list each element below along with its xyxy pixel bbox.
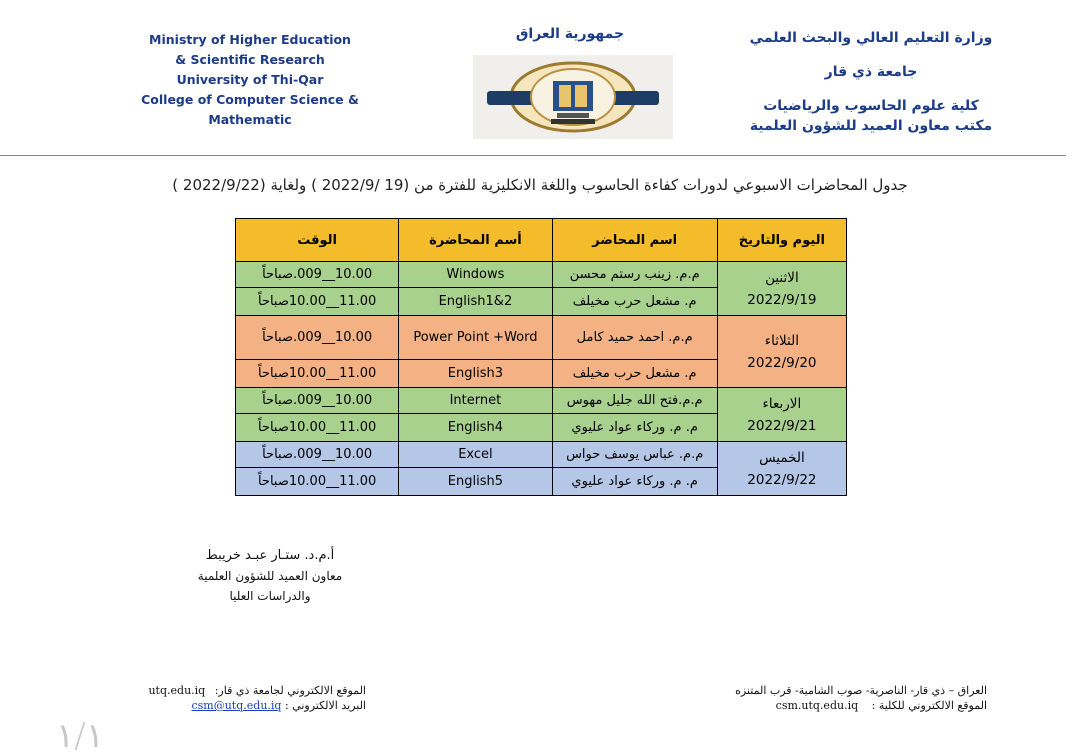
en-header-line: University of Thi-Qar — [176, 72, 324, 87]
table-row — [236, 442, 847, 468]
subject-cell: English5 — [399, 468, 552, 496]
lecturer-cell: م.م. زينب رستم محسن — [552, 262, 717, 288]
page-number: ١/١ — [56, 716, 104, 756]
day-date: 2022/9/20 — [747, 354, 817, 371]
day-date: 2022/9/22 — [747, 471, 817, 488]
ministry-arabic: وزارة التعليم العالي والبحث العلمي — [749, 30, 993, 46]
time-cell: 11.00__10.00صباحاً — [236, 414, 399, 442]
table-row — [236, 316, 847, 360]
lecturer-cell: م. م. وركاء عواد عليوي — [552, 414, 717, 442]
subject-cell: English1&2 — [399, 288, 552, 316]
signature-block — [150, 546, 390, 606]
header-lecturer: اسم المحاضر — [552, 219, 717, 262]
subject-cell: Windows — [399, 262, 552, 288]
college-logo-icon — [473, 55, 673, 139]
republic-of-iraq: جمهورية العراق — [515, 26, 625, 42]
day-cell — [717, 262, 846, 316]
day-name: الخميس — [759, 449, 805, 466]
subject-cell: English3 — [399, 360, 552, 388]
time-cell: 10.00__009.صباحاً — [236, 442, 399, 468]
lecturer-cell: م. مشعل حرب مخيلف — [552, 360, 717, 388]
time-cell: 11.00__10.00صباحاً — [236, 360, 399, 388]
lecturer-cell: م.م.فتح الله جليل مهوس — [552, 388, 717, 414]
signatory-name: أ.م.د. ستـار عبـد خريبط — [205, 548, 335, 563]
time-cell: 11.00__10.00صباحاً — [236, 288, 399, 316]
day-name: الاربعاء — [762, 395, 802, 412]
day-date: 2022/9/19 — [747, 291, 817, 308]
subject-cell: Internet — [399, 388, 552, 414]
day-date: 2022/9/21 — [747, 417, 817, 434]
table-row — [236, 262, 847, 288]
schedule-title: جدول المحاضرات الاسبوعي لدورات كفاءة الحاسوب واللغة الانكليزية للفترة من (19 /2022/9 ) ولغاية (2022/9/22 ) — [172, 176, 908, 194]
lecturer-cell: م.م. عباس يوسف حواس — [552, 442, 717, 468]
college-logo — [473, 55, 673, 139]
day-name: الثلاثاء — [764, 332, 799, 349]
en-header-line: College of Computer Science & Mathematic — [141, 92, 359, 127]
university-website-label: الموقع الالكتروني لجامعة ذي قار: — [214, 684, 366, 697]
email-label: البريد الالكتروني : — [284, 699, 366, 712]
time-cell: 10.00__009.صباحاً — [236, 388, 399, 414]
en-header-line: & Scientific Research — [175, 52, 325, 67]
college-website-link[interactable]: csm.utq.edu.iq — [775, 699, 859, 712]
en-header-line: Ministry of Higher Education — [149, 32, 351, 47]
table-header-row — [236, 219, 847, 262]
time-cell: 10.00__009.صباحاً — [236, 262, 399, 288]
office-arabic: مكتب معاون العميد للشؤون العلمية — [749, 118, 993, 134]
day-cell — [717, 442, 846, 496]
university-website-line — [106, 683, 366, 698]
signatory-title: معاون العميد للشؤون العلمية — [197, 569, 343, 583]
english-header — [100, 30, 400, 130]
header-subject: أسم المحاضرة — [399, 219, 552, 262]
day-cell — [717, 388, 846, 442]
lecturer-cell: م. م. وركاء عواد عليوي — [552, 468, 717, 496]
footer-contacts — [106, 683, 366, 713]
college-website-label: الموقع الالكتروني للكلية : — [871, 699, 987, 712]
lecturer-cell: م. مشعل حرب مخيلف — [552, 288, 717, 316]
subject-cell: English4 — [399, 414, 552, 442]
signatory-title-2: والدراسات العليا — [229, 589, 311, 603]
college-website-line — [657, 698, 987, 713]
table-row — [236, 388, 847, 414]
time-cell: 11.00__10.00صباحاً — [236, 468, 399, 496]
schedule-table — [235, 218, 847, 496]
university-website-link[interactable]: utq.edu.iq — [148, 684, 206, 697]
header-day-date: اليوم والتاريخ — [717, 219, 846, 262]
header-divider — [0, 155, 1066, 156]
address-line: العراق – ذي قار- الناصرية- صوب الشامية- قرب المتنزه — [735, 684, 987, 697]
email-link[interactable]: csm@utq.edu.iq — [191, 699, 282, 712]
header-time: الوقت — [236, 219, 399, 262]
footer-address — [657, 683, 987, 713]
email-line — [106, 698, 366, 713]
day-name: الاثنين — [765, 269, 799, 286]
day-cell — [717, 316, 846, 388]
arabic-header — [741, 28, 1001, 136]
college-arabic: كلية علوم الحاسوب والرياضيات — [763, 98, 979, 114]
time-cell: 10.00__009.صباحاً — [236, 316, 399, 360]
subject-cell: Power Point +Word — [399, 316, 552, 360]
subject-cell: Excel — [399, 442, 552, 468]
university-arabic: جامعة ذي قار — [824, 64, 918, 80]
lecturer-cell: م.م. احمد حميد كامل — [552, 316, 717, 360]
